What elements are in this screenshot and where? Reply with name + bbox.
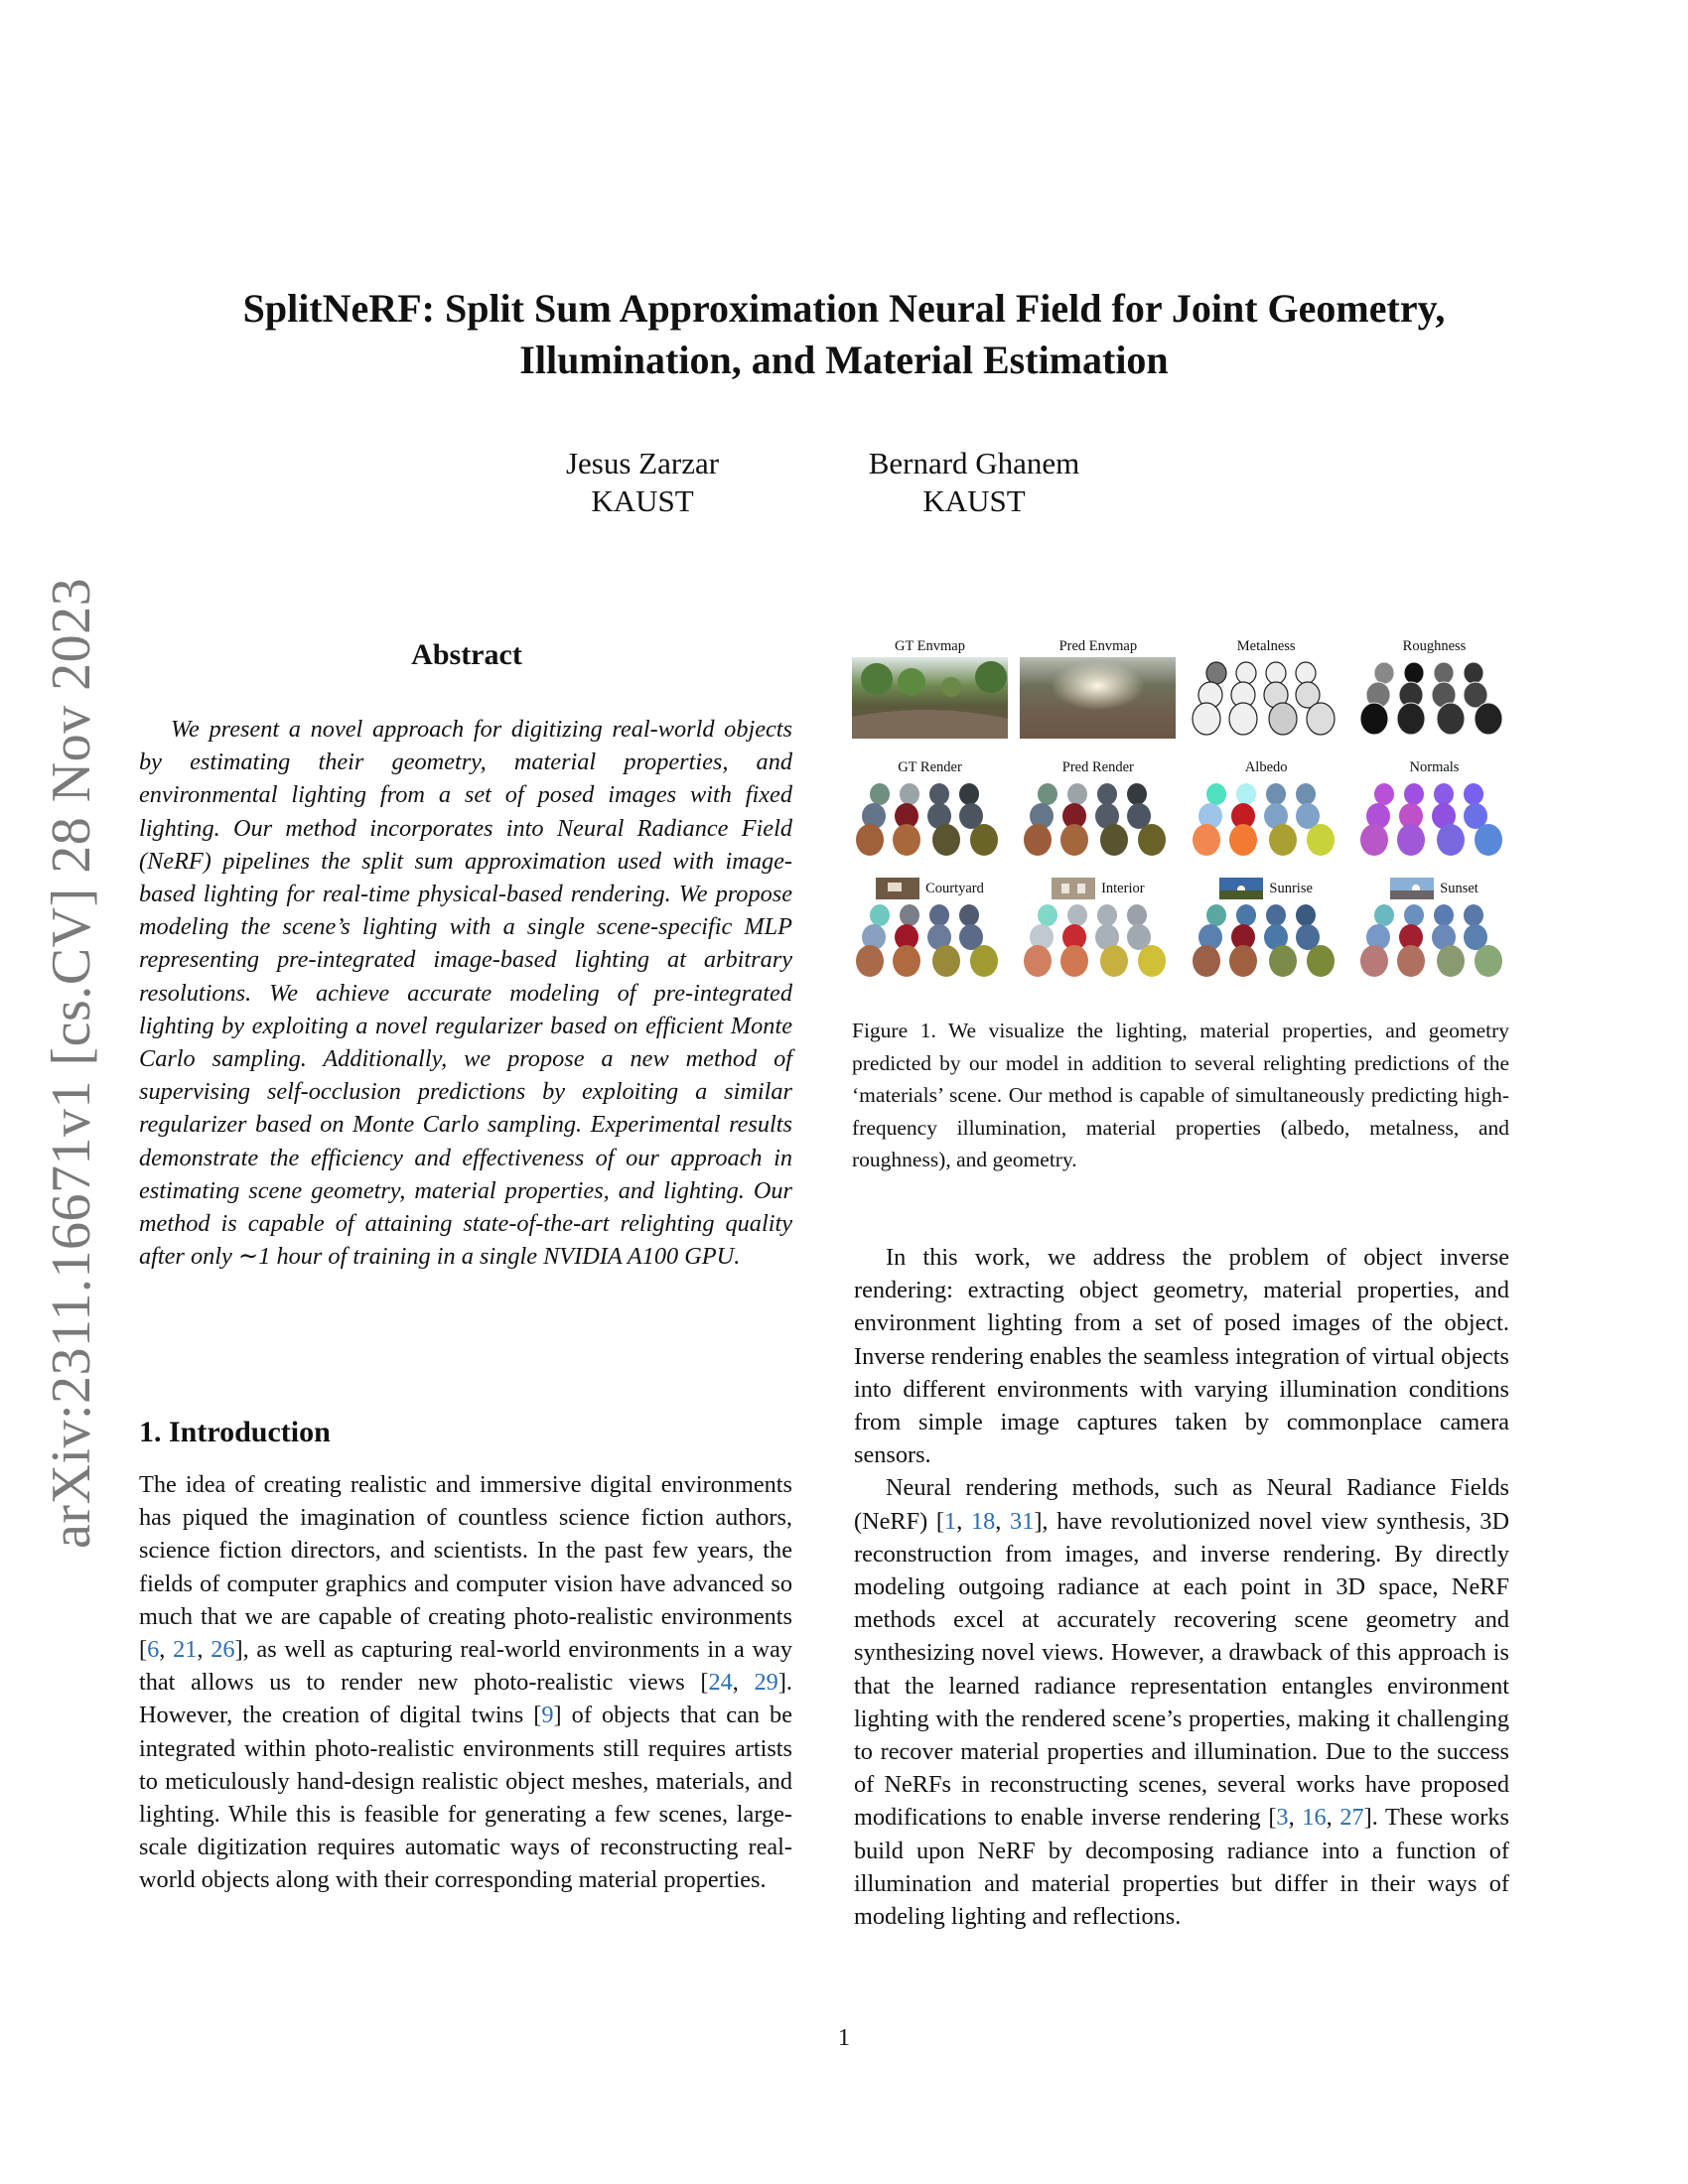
citation-link[interactable]: 6	[147, 1636, 160, 1664]
figure-1	[852, 635, 1512, 999]
intro-paragraph-1: The idea of creating realistic and immersive digital environments has piqued the imagination of countless science fiction authors, science fiction directors, and scientists. In the past few years, the fields of computer graphics and computer vision have advanced so much that we are capable of creating photo-realistic environments [6, 21, 26], as well as capturing real-world environments in a way that allows us to render new photo-realistic views [24, 29]. However, the creation of digital twins [9] of objects that can be integrated within photo-realistic environments still requires artists to meticulously hand-design realistic object meshes, materials, and lighting. While this is feasible for generating a few scenes, large-scale digitization requires automatic ways of reconstructing real-world objects along with their corresponding material properties.	[139, 1471, 792, 1894]
citation-link[interactable]: 26	[211, 1636, 235, 1664]
panel-label: Albedo	[1244, 759, 1288, 775]
page-number: 1	[838, 2025, 850, 2051]
sunrise-envmap-thumbnail	[1219, 878, 1263, 899]
intro-paragraph-3: Neural rendering methods, such as Neural Radiance Fields (NeRF) [1, 18, 31], have revolutionized novel view synthesis, 3D reconstruction from images, and inverse rendering. By directly modeling outgoing radiance at each point in 3D space, NeRF methods excel at accurately recovering scene geometry and synthesizing novel views. However, a drawback of this approach is that the learned radiance representation entangles environment lighting with the rendered scene’s properties, making it challenging to recover material properties and illumination. Due to the success of NeRFs in reconstructing scenes, several works have proposed modifications to enable inverse rendering [3, 16, 27]. These works build upon NeRF by decomposing radiance into a function of illumination and material properties but differ in their ways of modeling lighting and reflections.	[854, 1474, 1510, 1931]
sunset-envmap-thumbnail	[1390, 878, 1434, 899]
author-name: Bernard Ghanem	[868, 446, 1080, 480]
citation-link[interactable]: 3	[1276, 1804, 1289, 1832]
abstract-heading: Abstract	[411, 638, 522, 671]
gt-render-image	[852, 778, 1008, 860]
citation-link[interactable]: 9	[541, 1702, 554, 1729]
panel-roughness	[1356, 635, 1512, 739]
panel-label	[1052, 878, 1144, 899]
panel-label	[1219, 878, 1313, 899]
panel-label: Normals	[1409, 759, 1460, 775]
figure-row-2	[852, 756, 1512, 860]
panel-label-text: Interior	[1101, 881, 1145, 896]
panel-label: Pred Render	[1061, 759, 1134, 775]
citation-link[interactable]: 16	[1302, 1804, 1327, 1832]
citation-link[interactable]: 29	[754, 1669, 778, 1697]
figure-row-1	[852, 635, 1512, 739]
arxiv-stamp: arXiv:2311.16671v1 [cs.CV] 28 Nov 2023	[41, 577, 102, 1549]
gt-envmap-image	[852, 657, 1008, 739]
citation-link[interactable]: 1	[944, 1507, 957, 1535]
author-1	[493, 445, 791, 520]
author-2	[825, 445, 1123, 520]
author-name: Jesus Zarzar	[565, 446, 720, 480]
title-line-2: Illumination, and Material Estimation	[519, 338, 1169, 382]
panel-label: GT Envmap	[894, 638, 965, 654]
panel-albedo	[1189, 756, 1344, 860]
panel-pred-envmap	[1020, 635, 1176, 739]
panel-label: GT Render	[898, 759, 962, 775]
panel-courtyard	[852, 878, 1008, 981]
panel-pred-render	[1020, 756, 1176, 860]
author-affiliation: KAUST	[922, 483, 1026, 518]
courtyard-envmap-thumbnail	[876, 878, 919, 899]
panel-label	[1390, 878, 1478, 899]
courtyard-relight-image	[852, 899, 1008, 981]
panel-label: Roughness	[1402, 638, 1467, 654]
figure-row-3	[852, 878, 1512, 981]
panel-sunset	[1356, 878, 1512, 981]
albedo-image	[1189, 778, 1344, 860]
figure-caption: Figure 1. We visualize the lighting, material properties, and geometry predicted by our model in addition to several relighting predictions of the ‘materials’ scene. Our method is capable of simultaneously predicting high-frequency illumination, material properties (albedo, metalness, and roughness), and geometry.	[852, 1019, 1509, 1172]
citation-link[interactable]: 24	[708, 1669, 733, 1697]
abstract-text: We present a novel approach for digitizing real-world objects by estimating their geometry, material properties, and environmental lighting from a set of posed images with fixed lighting. Our method incorporates into Neural Radiance Field (NeRF) pipelines the split sum approximation used with image-based lighting for real-time physical-based rendering. We propose modeling the scene’s lighting with a single scene-specific MLP representing pre-integrated image-based lighting at arbitrary resolutions. We achieve accurate modeling of pre-integrated lighting by exploiting a novel regularizer based on efficient Monte Carlo sampling. Additionally, we propose a new method of supervising self-occlusion predictions by exploiting a similar regularizer based on Monte Carlo sampling. Experimental results demonstrate the efficiency and effectiveness of our approach in estimating scene geometry, material properties, and lighting. Our method is capable of attaining state-of-the-art relighting quality after only ∼1 hour of training in a single NVIDIA A100 GPU.	[139, 716, 792, 1271]
intro-paragraph-2: In this work, we address the problem of object inverse rendering: extracting object geometry, material properties, and environment lighting from a set of posed images of the object. Inverse rendering enables the seamless integration of virtual objects into different environments with varying illumination conditions from simple image captures taken by commonplace camera sensors.	[854, 1244, 1509, 1469]
panel-metalness	[1189, 635, 1344, 739]
interior-relight-image	[1020, 899, 1176, 981]
interior-envmap-thumbnail	[1052, 878, 1095, 899]
panel-label-text: Courtyard	[925, 881, 984, 896]
panel-gt-render	[852, 756, 1008, 860]
panel-normals	[1356, 756, 1512, 860]
panel-interior	[1020, 878, 1176, 981]
right-column-text	[854, 1241, 1509, 1933]
paper-title	[149, 283, 1539, 386]
panel-sunrise	[1189, 878, 1344, 981]
roughness-image	[1356, 657, 1512, 739]
citation-link[interactable]: 21	[173, 1636, 198, 1664]
panel-label	[876, 878, 984, 899]
title-line-1: SplitNeRF: Split Sum Approximation Neural Field for Joint Geometry,	[242, 286, 1446, 331]
pred-render-image	[1020, 778, 1176, 860]
metalness-image	[1189, 657, 1344, 739]
citation-link[interactable]: 27	[1339, 1804, 1364, 1832]
left-column-text	[139, 1468, 792, 1897]
citation-link[interactable]: 31	[1010, 1507, 1035, 1535]
panel-label: Pred Envmap	[1058, 638, 1138, 654]
panel-gt-envmap	[852, 635, 1008, 739]
section-heading-introduction: 1. Introduction	[139, 1416, 331, 1448]
author-affiliation: KAUST	[591, 483, 694, 518]
normals-image	[1356, 778, 1512, 860]
panel-label-text: Sunrise	[1269, 881, 1313, 896]
sunset-relight-image	[1356, 899, 1512, 981]
panel-label-text: Sunset	[1440, 881, 1478, 896]
panel-label: Metalness	[1236, 638, 1296, 654]
sunrise-relight-image	[1189, 899, 1344, 981]
pred-envmap-image	[1020, 657, 1176, 739]
citation-link[interactable]: 18	[970, 1507, 996, 1535]
